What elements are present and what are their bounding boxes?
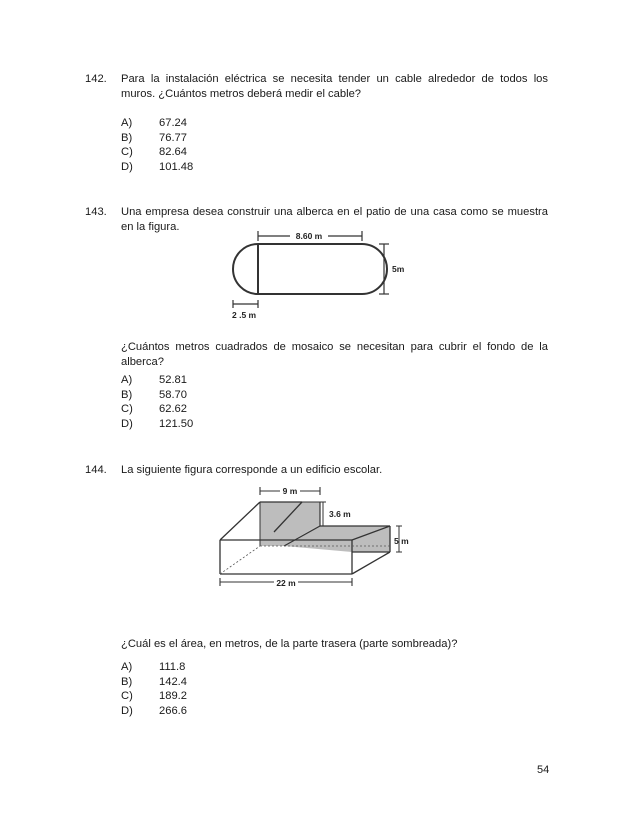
page-number: 54 [537,764,550,776]
question-number: 142. [85,73,107,85]
length-label: 8.60 m [295,231,323,241]
option-c[interactable] [121,145,193,160]
option-letter: D) [121,417,133,430]
option-a[interactable] [121,660,187,675]
options-list [121,660,187,718]
question-text: Para la instalación eléctrica se necesita tender un cable alrededor de todos los muros. ¿Cuántos metros deberá medir el cable? [121,73,548,100]
option-value: 111.8 [159,661,186,673]
option-letter: D) [121,704,133,717]
question-number: 143. [85,206,107,218]
option-b[interactable] [121,388,193,403]
option-value: 189.2 [159,690,187,702]
option-value: 62.62 [159,403,187,415]
option-value: 67.24 [159,117,187,129]
question-text: Una empresa desea construir una alberca en el patio de una casa como se muestra en la figura. [121,206,548,233]
option-value: 76.77 [159,131,187,144]
question-prompt: ¿Cuál es el área, en metros, de la parte trasera (parte sombreada)? [121,638,458,650]
length-label: 22 m [276,578,296,588]
question-prompt: ¿Cuántos metros cuadrados de mosaico se necesitan para cubrir el fondo de la alberca? [121,341,548,368]
option-value: 142.4 [159,675,187,688]
question-text: La siguiente figura corresponde a un edificio escolar. [121,464,383,476]
option-letter: C) [121,146,133,158]
option-c[interactable] [121,402,193,417]
options-list [121,116,193,174]
option-letter: A) [121,661,133,673]
option-b[interactable] [121,131,193,146]
option-value: 82.64 [159,146,187,158]
option-value: 58.70 [159,388,187,401]
option-value: 52.81 [159,374,187,386]
option-a[interactable] [121,373,193,388]
pool-outline [233,244,387,294]
option-b[interactable] [121,675,187,690]
options-list [121,373,193,431]
option-letter: A) [121,374,133,386]
option-value: 121.50 [159,417,194,430]
option-letter: D) [121,160,133,173]
option-value: 101.48 [159,160,194,173]
option-d[interactable] [121,160,193,175]
option-letter: A) [121,117,133,129]
pool-figure [228,228,408,324]
option-letter: B) [121,388,133,401]
option-c[interactable] [121,689,187,704]
rise-label: 3.6 m [329,509,351,519]
radius-label: 2 .5 m [232,310,257,320]
option-letter: C) [121,403,133,415]
option-letter: C) [121,690,133,702]
option-a[interactable] [121,116,193,131]
option-letter: B) [121,675,133,688]
top-label: 9 m [282,486,298,496]
height-label: 5m [392,264,405,274]
question-number: 144. [85,464,107,476]
option-value: 266.6 [159,704,187,717]
height-label: 5 m [394,536,409,546]
option-d[interactable] [121,417,193,432]
option-letter: B) [121,131,133,144]
building-figure [212,482,412,598]
option-d[interactable] [121,704,187,719]
